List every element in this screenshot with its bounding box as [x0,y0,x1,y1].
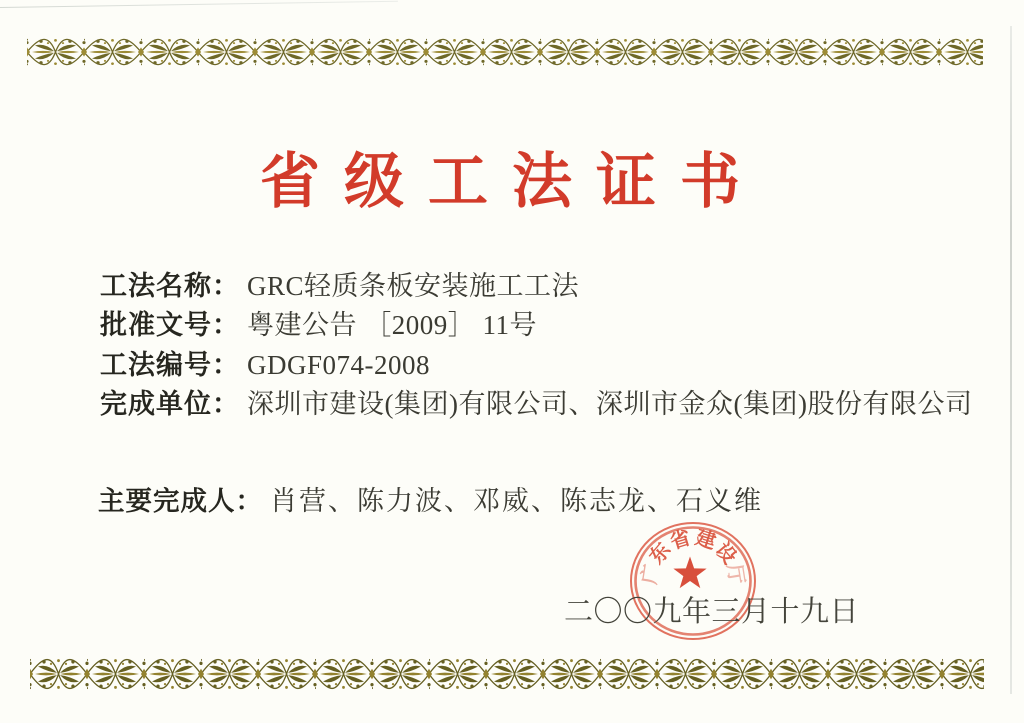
field-label: 完成单位： [100,388,240,419]
certificate-fields [100,264,972,421]
field-main-completers [98,479,763,518]
issue-date: 二〇〇九年三月十九日 [564,596,860,628]
seal-char: 东 [645,538,676,569]
ornamental-border-bottom [30,658,984,690]
certificate-title: 省级工法证书 [260,149,764,215]
field-value: 肖营、陈力波、邓威、陈志龙、石义维 [270,486,763,516]
field-method-code [100,343,972,382]
field-label: 工法名称： [100,271,240,301]
field-label: 工法编号： [100,349,240,380]
field-value: GDGF074-2008 [247,349,431,380]
field-label: 主要完成人： [98,486,263,516]
scan-artifact-line-right [1010,26,1012,694]
ornamental-border-top [27,38,983,66]
field-approval-number [100,303,972,342]
star-icon [673,557,706,589]
seal-char: 广 [638,562,664,586]
field-completing-units [100,382,972,421]
field-value: GRC轻质条板安装施工工法 [247,271,580,301]
seal-char: 建 [692,526,719,554]
field-method-name [100,264,972,303]
field-value: 粤建公告 ［2009］ 11号 [247,310,537,341]
field-value: 深圳市建设(集团)有限公司、深圳市金众(集团)股份有限公司 [247,388,973,419]
seal-char: 省 [667,526,694,554]
seal-char: 设 [710,538,741,569]
seal-char: 厅 [722,562,748,586]
field-label: 批准文号： [100,310,240,341]
scan-artifact-line-top [0,1,398,8]
